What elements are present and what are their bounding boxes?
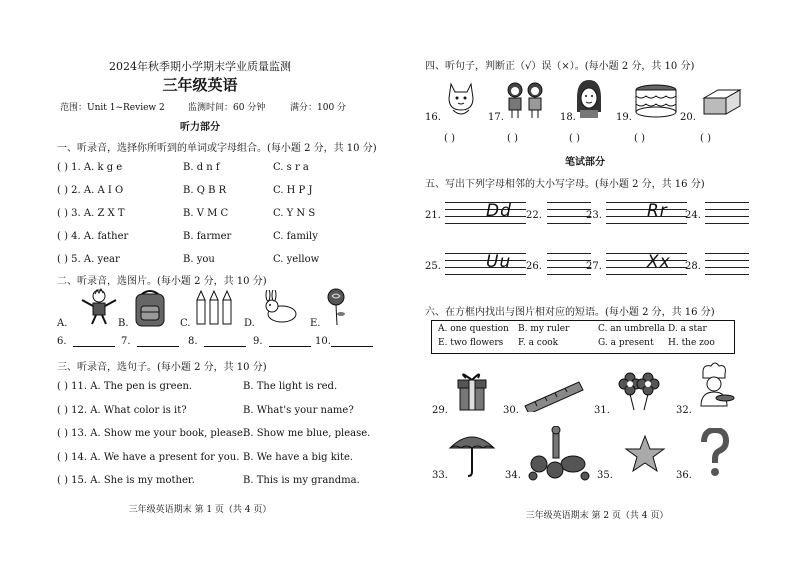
question-number-16: 16. <box>425 112 441 123</box>
blank-label-9: 9. <box>253 336 263 347</box>
written-heading: 笔试部分 <box>565 157 605 168</box>
given-letters-0: Dd <box>486 201 512 221</box>
ruler-picture <box>523 378 585 412</box>
question-number-33: 33. <box>432 470 448 481</box>
exam-subtitle: 三年级英语 <box>162 76 238 94</box>
picture-label-2: C. <box>180 318 191 329</box>
picture-label-3: D. <box>244 318 255 329</box>
answer-paren-19: ( ) <box>634 133 645 144</box>
cat-picture <box>443 78 479 118</box>
question-1-option-c: C. s r a <box>273 162 309 173</box>
writing-lines[interactable] <box>705 251 749 277</box>
cake-picture <box>633 82 679 118</box>
exam-score: 满分：100 分 <box>290 103 347 113</box>
answer-line-7[interactable] <box>137 336 179 347</box>
phrase-option-0: A. one question <box>438 324 509 334</box>
phrase-option-2: C. an umbrella <box>598 324 666 334</box>
question-4-option-c: C. family <box>273 231 318 242</box>
rose-picture <box>322 287 350 327</box>
question-2-option-b: B. Q B R <box>183 185 227 196</box>
phrase-option-6: G. a present <box>598 338 654 348</box>
section-3-title: 三、听录音，选句子。(每小题 2 分，共 10 分) <box>57 362 267 373</box>
question-1-option-b: B. d n f <box>183 162 220 173</box>
question-15-option-b: B. This is my grandma. <box>243 475 360 486</box>
question-number-23: 23. <box>586 210 602 221</box>
question-number-20: 20. <box>680 112 696 123</box>
answer-paren-20: ( ) <box>700 133 711 144</box>
answer-line-9[interactable] <box>269 336 311 347</box>
writing-lines[interactable] <box>547 200 591 226</box>
section-5-title: 五、写出下列字母相邻的大小写字母。(每小题 2 分，共 16 分) <box>425 179 705 190</box>
question-number-18: 18. <box>560 112 576 123</box>
question-number-29: 29. <box>432 405 448 416</box>
phrase-option-1: B. my ruler <box>518 324 570 334</box>
question-number-24: 24. <box>685 210 701 221</box>
question-3-option-b: B. V M C <box>183 208 229 219</box>
question-number-35: 35. <box>597 470 613 481</box>
section-2-title: 二、听录音，选图片。(每小题 2 分，共 10 分) <box>57 276 267 287</box>
phrase-option-5: F. a cook <box>518 338 559 348</box>
question-4-option-a: ( ) 4. A. father <box>57 231 129 242</box>
blank-label-6: 6. <box>57 336 67 347</box>
umbrella-picture <box>446 428 498 478</box>
question-2-option-c: C. H P J <box>273 185 313 196</box>
question-1-option-a: ( ) 1. A. k g e <box>57 162 123 173</box>
cook-picture <box>693 362 735 416</box>
crayons-picture <box>193 290 237 326</box>
question-number-36: 36. <box>676 470 692 481</box>
given-letters-3: Xx <box>647 252 671 272</box>
page-2-footer: 三年级英语期末 第 2 页（共 4 页） <box>525 511 669 521</box>
blank-label-7: 7. <box>121 336 131 347</box>
question-number-28: 28. <box>685 261 701 272</box>
listening-heading: 听力部分 <box>180 122 220 133</box>
question-5-option-b: B. you <box>183 254 215 265</box>
writing-lines[interactable] <box>547 251 591 277</box>
woman-picture <box>572 78 606 120</box>
section-6-title: 六、在方框内找出与图片相对应的短语。(每小题 2 分，共 16 分) <box>425 307 715 318</box>
children-picture <box>499 80 551 120</box>
exam-scope: 范围：Unit 1~Review 2 <box>60 103 165 113</box>
blank-label-10: 10. <box>315 336 331 347</box>
given-letters-1: Rr <box>647 201 668 221</box>
question-13-option-a: ( ) 13. A. Show me your book, please. <box>57 428 247 439</box>
rabbit-picture <box>262 290 302 324</box>
answer-paren-16: ( ) <box>444 133 455 144</box>
answer-paren-17: ( ) <box>507 133 518 144</box>
star-picture <box>624 434 666 474</box>
zoo-picture <box>527 426 591 482</box>
picture-label-4: E. <box>310 318 321 329</box>
question-5-option-a: ( ) 5. A. year <box>57 254 120 265</box>
question-mark-picture <box>698 428 730 478</box>
question-14-option-a: ( ) 14. A. We have a present for you. <box>57 451 240 463</box>
question-number-19: 19. <box>616 112 632 123</box>
eraser-picture <box>700 88 744 118</box>
writing-lines[interactable] <box>705 200 749 226</box>
phrase-option-7: H. the zoo <box>668 338 715 348</box>
question-number-34: 34. <box>505 470 521 481</box>
exam-time: 监测时间：60 分钟 <box>188 103 266 113</box>
question-13-option-b: B. Show me blue, please. <box>243 428 371 439</box>
question-number-25: 25. <box>425 261 441 272</box>
question-number-26: 26. <box>526 261 542 272</box>
question-11-option-b: B. The light is red. <box>243 381 338 392</box>
phrase-option-3: D. a star <box>668 324 707 334</box>
question-12-option-b: B. What's your name? <box>243 404 354 416</box>
exam-title: 2024年秋季期小学期末学业质量监测 <box>109 60 291 73</box>
question-number-32: 32. <box>676 405 692 416</box>
answer-line-8[interactable] <box>204 336 246 347</box>
section-4-title: 四、听句子，判断正（√）误（×）。(每小题 2 分，共 10 分) <box>425 61 695 72</box>
question-number-22: 22. <box>526 210 542 221</box>
question-11-option-a: ( ) 11. A. The pen is green. <box>57 381 193 392</box>
question-number-31: 31. <box>594 405 610 416</box>
answer-paren-18: ( ) <box>569 133 580 144</box>
section-1-title: 一、听录音，选择你所听到的单词或字母组合。(每小题 2 分，共 10 分) <box>57 143 377 154</box>
phrase-option-4: E. two flowers <box>438 338 504 348</box>
boy-picture <box>74 288 124 326</box>
question-number-21: 21. <box>425 210 441 221</box>
given-letters-2: Uu <box>486 252 512 272</box>
page-1-footer: 三年级英语期末 第 1 页（共 4 页） <box>128 505 272 515</box>
question-3-option-a: ( ) 3. A. Z X T <box>57 208 125 219</box>
flowers-picture <box>616 370 662 412</box>
blank-label-8: 8. <box>188 336 198 347</box>
question-2-option-a: ( ) 2. A. A I O <box>57 185 124 196</box>
answer-line-10[interactable] <box>331 336 373 347</box>
picture-label-0: A. <box>57 318 68 329</box>
question-number-17: 17. <box>488 112 504 123</box>
answer-line-6[interactable] <box>73 336 115 347</box>
picture-label-1: B. <box>118 318 129 329</box>
schoolbag-picture <box>130 288 170 328</box>
question-15-option-a: ( ) 15. A. She is my mother. <box>57 475 195 486</box>
question-number-30: 30. <box>503 405 519 416</box>
question-5-option-c: C. yellow <box>273 254 320 265</box>
question-number-27: 27. <box>586 261 602 272</box>
question-14-option-b: B. We have a big kite. <box>243 451 354 463</box>
question-4-option-b: B. farmer <box>183 231 232 242</box>
question-12-option-a: ( ) 12. A. What color is it? <box>57 404 187 416</box>
question-3-option-c: C. Y N S <box>273 208 316 219</box>
present-picture <box>452 370 492 412</box>
